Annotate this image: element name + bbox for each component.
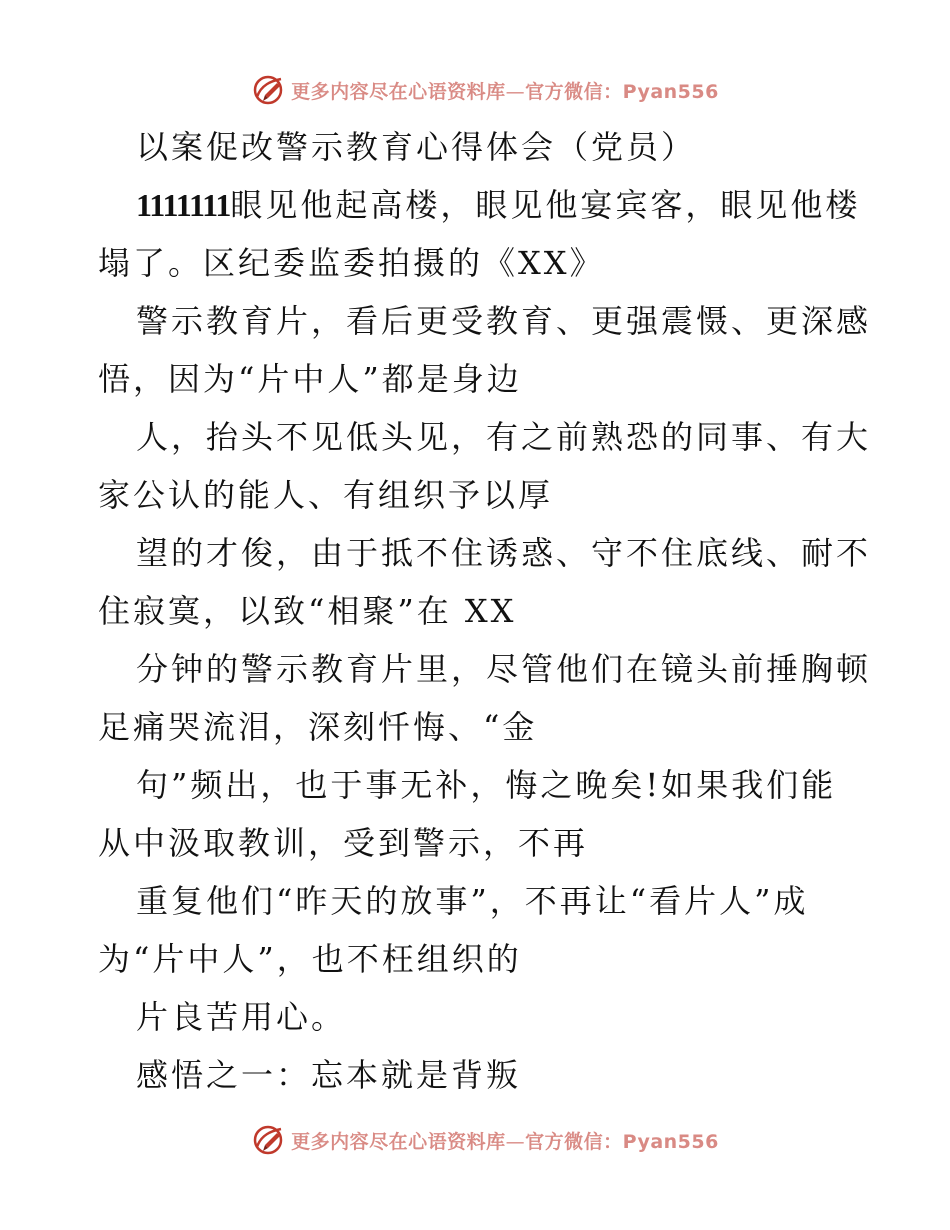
- line-text: 望的才俊，由于抵不住诱惑、守不住底线、耐不: [136, 534, 872, 572]
- paragraph-line: [98, 408, 872, 466]
- line-text: 住寂寞，以致“相聚”在 XX: [98, 592, 517, 630]
- line-text: 以案促改警示教育心得体会（党员）: [136, 128, 697, 166]
- line-number-prefix: 1111111: [136, 187, 231, 223]
- paragraph-line: [98, 640, 872, 698]
- line-text: 为“片中人”，也不枉组织的: [98, 940, 522, 978]
- paragraph-line: [98, 524, 872, 582]
- paragraph-line: [98, 988, 858, 1046]
- paragraph-line: [98, 292, 872, 350]
- footer-watermark-banner: [0, 1120, 950, 1160]
- banner-text: 更多内容尽在心语资料库—官方微信：Pyan556: [291, 80, 719, 103]
- paragraph-line: [98, 814, 858, 872]
- line-text: 塌了。区纪委监委拍摄的《XX》: [98, 244, 605, 282]
- line-text: 感悟之一：忘本就是背叛: [136, 1056, 522, 1094]
- paragraph-line: [98, 930, 858, 988]
- paragraph-line: [98, 872, 858, 930]
- paragraph-line: [98, 234, 858, 292]
- pen-logo-icon: [251, 1123, 285, 1157]
- line-text: 人，抬头不见低头见，有之前熟恐的同事、有大: [136, 418, 872, 456]
- line-text: 重复他们“昨天的放事”，不再让“看片人”成: [136, 882, 809, 920]
- paragraph-line: [98, 582, 858, 640]
- paragraph-line: [98, 350, 858, 408]
- line-text: 眼见他起高楼，眼见他宴宾客，眼见他楼: [230, 186, 861, 224]
- line-text: 片良苦用心。: [136, 998, 347, 1036]
- paragraph-line: [98, 756, 858, 814]
- line-text: 句”频出，也于事无补，悔之晚矣!如果我们能: [136, 766, 837, 804]
- line-text: 家公认的能人、有组织予以厚: [98, 476, 554, 514]
- paragraph-line: [98, 176, 861, 234]
- line-text: 警示教育片，看后更受教育、更强震慑、更深感: [136, 302, 872, 340]
- paragraph-line: [98, 698, 858, 756]
- banner-text: 更多内容尽在心语资料库—官方微信：Pyan556: [291, 1130, 719, 1153]
- header-watermark-banner: [0, 70, 950, 110]
- paragraph-line: [98, 466, 858, 524]
- pen-logo-icon: [251, 73, 285, 107]
- line-text: 悟，因为“片中人”都是身边: [98, 360, 522, 398]
- line-text: 从中汲取教训，受到警示，不再: [98, 824, 589, 862]
- paragraph-line: [98, 1046, 858, 1104]
- document-body: [98, 118, 872, 1104]
- line-text: 足痛哭流泪，深刻忏悔、“金: [98, 708, 538, 746]
- paragraph-line: [98, 118, 858, 176]
- line-text: 分钟的警示教育片里，尽管他们在镜头前捶胸顿: [136, 650, 872, 688]
